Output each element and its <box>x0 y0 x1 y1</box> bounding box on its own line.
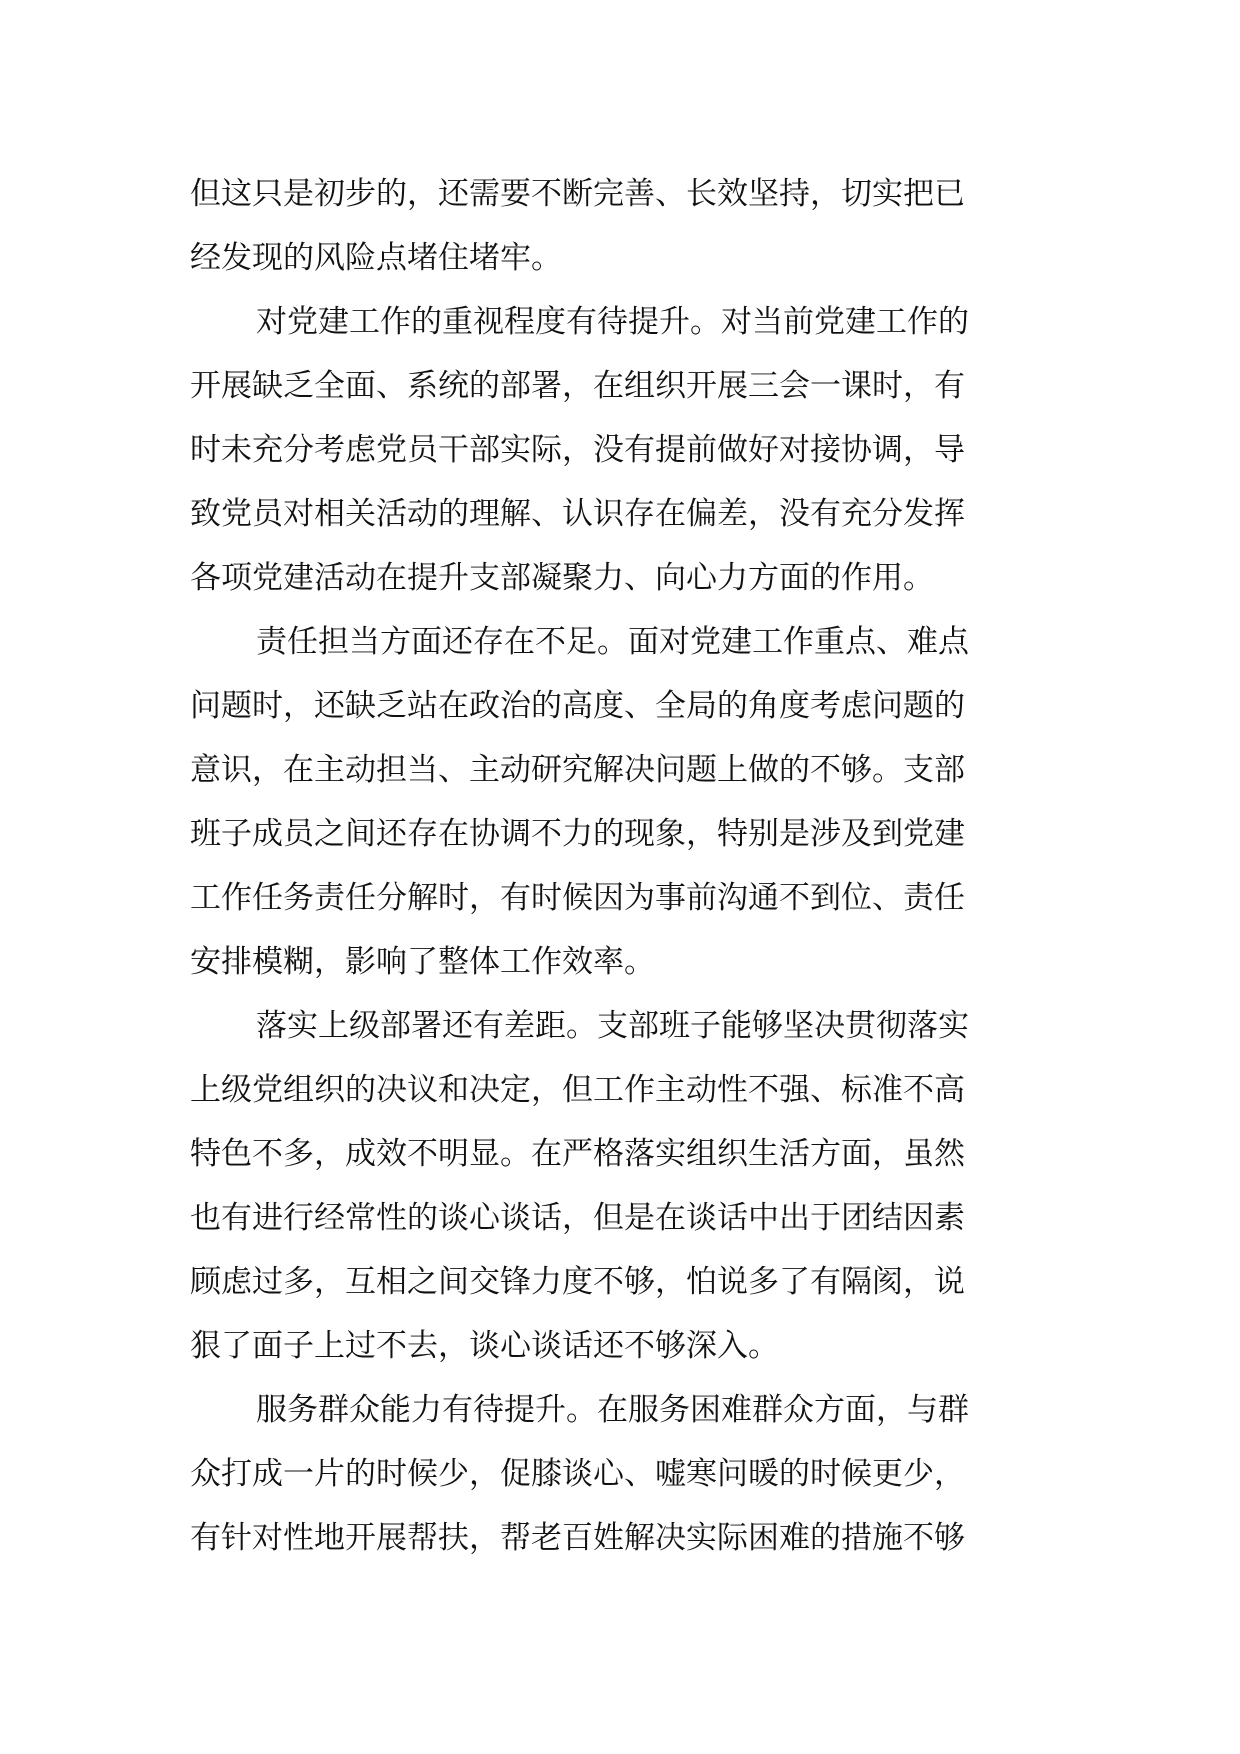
text-line: 有针对性地开展帮扶，帮老百姓解决实际困难的措施不够 <box>190 1520 965 1556</box>
text-line: 但这只是初步的，还需要不断完善、长效坚持，切实把已 <box>190 176 965 212</box>
paragraph-serving-masses <box>190 1378 1058 1570</box>
text-line: 对党建工作的重视程度有待提升。对当前党建工作的 <box>256 304 969 340</box>
paragraph-responsibility <box>190 610 1058 994</box>
text-line: 致党员对相关活动的理解、认识存在偏差，没有充分发挥 <box>190 496 965 532</box>
text-line: 经发现的风险点堵住堵牢。 <box>190 240 562 276</box>
document-body <box>190 162 1058 1570</box>
text-line: 时未充分考虑党员干部实际，没有提前做好对接协调，导 <box>190 432 965 468</box>
text-line: 服务群众能力有待提升。在服务困难群众方面，与群 <box>256 1392 969 1428</box>
paragraph-continuation <box>190 162 1058 290</box>
paragraph-party-building-attention <box>190 290 1058 610</box>
text-line: 意识，在主动担当、主动研究解决问题上做的不够。支部 <box>190 752 965 788</box>
text-line: 开展缺乏全面、系统的部署，在组织开展三会一课时，有 <box>190 368 965 404</box>
paragraph-implementation <box>190 994 1058 1378</box>
text-line: 安排模糊，影响了整体工作效率。 <box>190 944 655 980</box>
text-line: 责任担当方面还存在不足。面对党建工作重点、难点 <box>256 624 969 660</box>
text-line: 众打成一片的时候少，促膝谈心、嘘寒问暖的时候更少， <box>190 1456 965 1492</box>
text-line: 狠了面子上过不去，谈心谈话还不够深入。 <box>190 1328 779 1364</box>
text-line: 特色不多，成效不明显。在严格落实组织生活方面，虽然 <box>190 1136 965 1172</box>
text-line: 落实上级部署还有差距。支部班子能够坚决贯彻落实 <box>256 1008 969 1044</box>
text-line: 班子成员之间还存在协调不力的现象，特别是涉及到党建 <box>190 816 965 852</box>
text-line: 工作任务责任分解时，有时候因为事前沟通不到位、责任 <box>190 880 965 916</box>
text-line: 问题时，还缺乏站在政治的高度、全局的角度考虑问题的 <box>190 688 965 724</box>
text-line: 也有进行经常性的谈心谈话，但是在谈话中出于团结因素 <box>190 1200 965 1236</box>
text-line: 各项党建活动在提升支部凝聚力、向心力方面的作用。 <box>190 560 934 596</box>
text-line: 顾虑过多，互相之间交锋力度不够，怕说多了有隔阂，说 <box>190 1264 965 1300</box>
text-line: 上级党组织的决议和决定，但工作主动性不强、标准不高 <box>190 1072 965 1108</box>
